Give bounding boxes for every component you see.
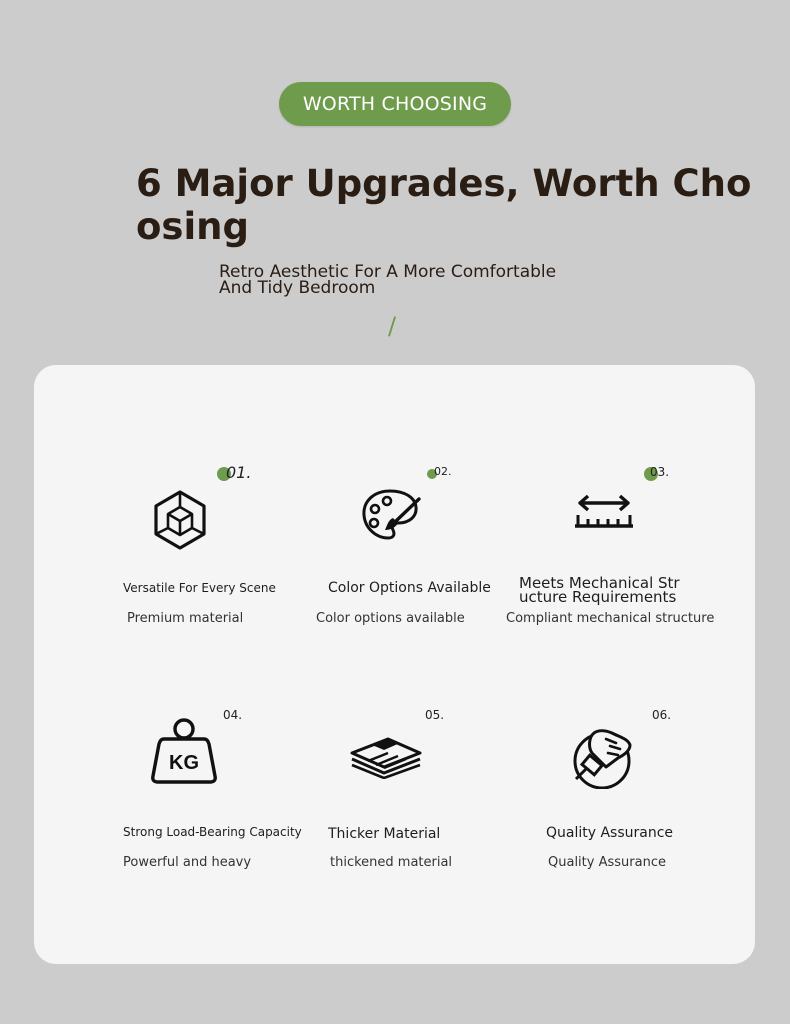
- palette-icon: [360, 487, 422, 543]
- badge-label: WORTH CHOOSING: [302, 93, 488, 115]
- page-title: 6 Major Upgrades, Worth Choosing: [136, 162, 752, 248]
- divider-slash: /: [388, 312, 397, 340]
- feature-number: 01.: [226, 463, 252, 482]
- handshake-icon: [572, 725, 634, 789]
- cube-icon: [150, 489, 210, 551]
- feature-number: 04.: [223, 708, 243, 722]
- worth-choosing-badge: [279, 82, 511, 126]
- feature-caption: Color options available: [316, 611, 465, 626]
- feature-title: Color Options Available: [328, 580, 491, 596]
- feature-title: Meets Mechanical Structure Requirements: [519, 574, 680, 606]
- feature-title: Versatile For Every Scene: [123, 581, 276, 595]
- features-panel: [34, 365, 755, 964]
- feature-title: Quality Assurance: [546, 825, 674, 841]
- feature-caption: Premium material: [127, 611, 244, 626]
- page-subtitle: Retro Aesthetic For A More Comfortable And Tidy Bedroom: [219, 262, 557, 298]
- feature-caption: Powerful and heavy: [123, 855, 252, 870]
- feature-number: 06.: [652, 708, 672, 722]
- feature-number: 05.: [425, 708, 445, 722]
- feature-caption: Compliant mechanical structure: [506, 611, 715, 626]
- feature-title: Strong Load-Bearing Capacity: [123, 825, 302, 839]
- kg-text: KG: [169, 752, 199, 774]
- feature-number: 02.: [434, 465, 452, 478]
- measure-icon: [572, 493, 636, 531]
- feature-number: 03.: [650, 465, 670, 479]
- feature-caption: Quality Assurance: [548, 855, 666, 870]
- weight-kg-icon: [150, 715, 218, 785]
- layers-icon: [348, 731, 424, 779]
- feature-caption: thickened material: [330, 855, 453, 870]
- feature-title: Thicker Material: [328, 826, 441, 842]
